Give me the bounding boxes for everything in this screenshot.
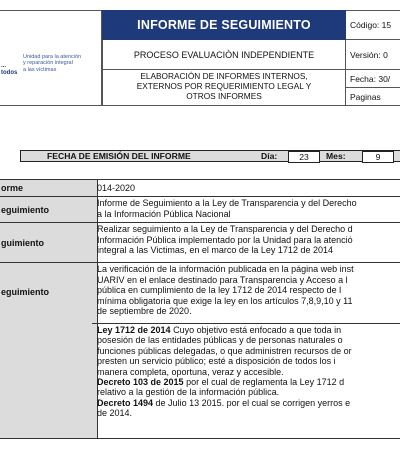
decree-103-paragraph (97, 377, 400, 398)
decree-103-text: por el cual de reglamenta la Ley 1712 d relativo a la gestión de la información pública. (97, 377, 345, 398)
decree-1494-paragraph (97, 398, 400, 419)
table-row (0, 223, 400, 263)
day-value: 23 (288, 151, 320, 163)
legal-framework (92, 323, 400, 440)
table-row (0, 263, 400, 439)
pages-field: Paginas (346, 88, 400, 106)
emission-date-bar (20, 150, 400, 162)
code-field: Código: 15 (346, 10, 400, 40)
row-value: Realizar seguimiento a la Ley de Transparencia y del Derecho d Información Pública implementado por la Unidad para la atenció integral a las Victimas, en el marco de la Ley 1712 de 2014 (97, 224, 353, 256)
row-value: 014-2020 (97, 183, 136, 193)
elaboration-text: ELABORACIÓN DE INFORMES INTERNOS, EXTERNOS POR REQUERIMIENTO LEGAL Y OTROS INFORMES (102, 70, 346, 106)
table-row (0, 197, 400, 223)
version-field: Versión: 0 (346, 40, 400, 70)
logo-cell (0, 10, 102, 106)
day-label: Día: (261, 151, 278, 161)
law-1712-text: Cuyo objetivo está enfocado a que toda in posesión de las entidades públicas y de personas naturales o funciones públicas delegadas, o que administren recursos de or presten un servicio público; esté a disposición de todos los i manera completa, oportuna, veraz y accesible. (97, 325, 352, 377)
emission-label: FECHA DE EMISIÓN DEL INFORME (47, 151, 191, 161)
row-value: La verificación de la información publicada en la página web inst UARIV en el enlace destinado para Transparencia y Acceso a l pública en cumplimiento de la ley 1712 de 2014 respecto de l mínima obligatoria que exige la ley en los artículos 7,8,9,10 y 11 de septiembre de 2020. (97, 264, 354, 317)
decree-103-title: Decreto 103 de 2015 (97, 377, 184, 388)
row-label: guimiento (0, 223, 98, 262)
month-label: Mes: (326, 151, 346, 161)
law-1712-title: Ley 1712 de 2014 (97, 325, 171, 335)
document-title: INFORME DE SEGUIMIENTO (102, 10, 346, 40)
date-field: Fecha: 30/ (346, 70, 400, 88)
logo-left-text: ... todos (1, 63, 18, 76)
process-name: PROCESO EVALUACIÒN INDEPENDIENTE (102, 40, 346, 70)
row-value: Informe de Seguimiento a la Ley de Transparencia y del Derecho a la Información Pública Nacional (97, 198, 357, 219)
decree-1494-text: de Julio 13 2015. por el cual se corrigen yerros e de 2014. (97, 397, 351, 419)
row-label: eguimiento (0, 263, 98, 438)
row-label: eguimiento (0, 197, 98, 222)
row-label: orme (0, 180, 98, 196)
table-row (0, 179, 400, 197)
month-value: 9 (362, 151, 394, 163)
law-1712-paragraph (97, 325, 400, 377)
decree-1494-title: Decreto 1494 (97, 397, 154, 408)
logo-entity-text: Unidad para la atención y reparación integral a las víctimas (23, 54, 82, 73)
